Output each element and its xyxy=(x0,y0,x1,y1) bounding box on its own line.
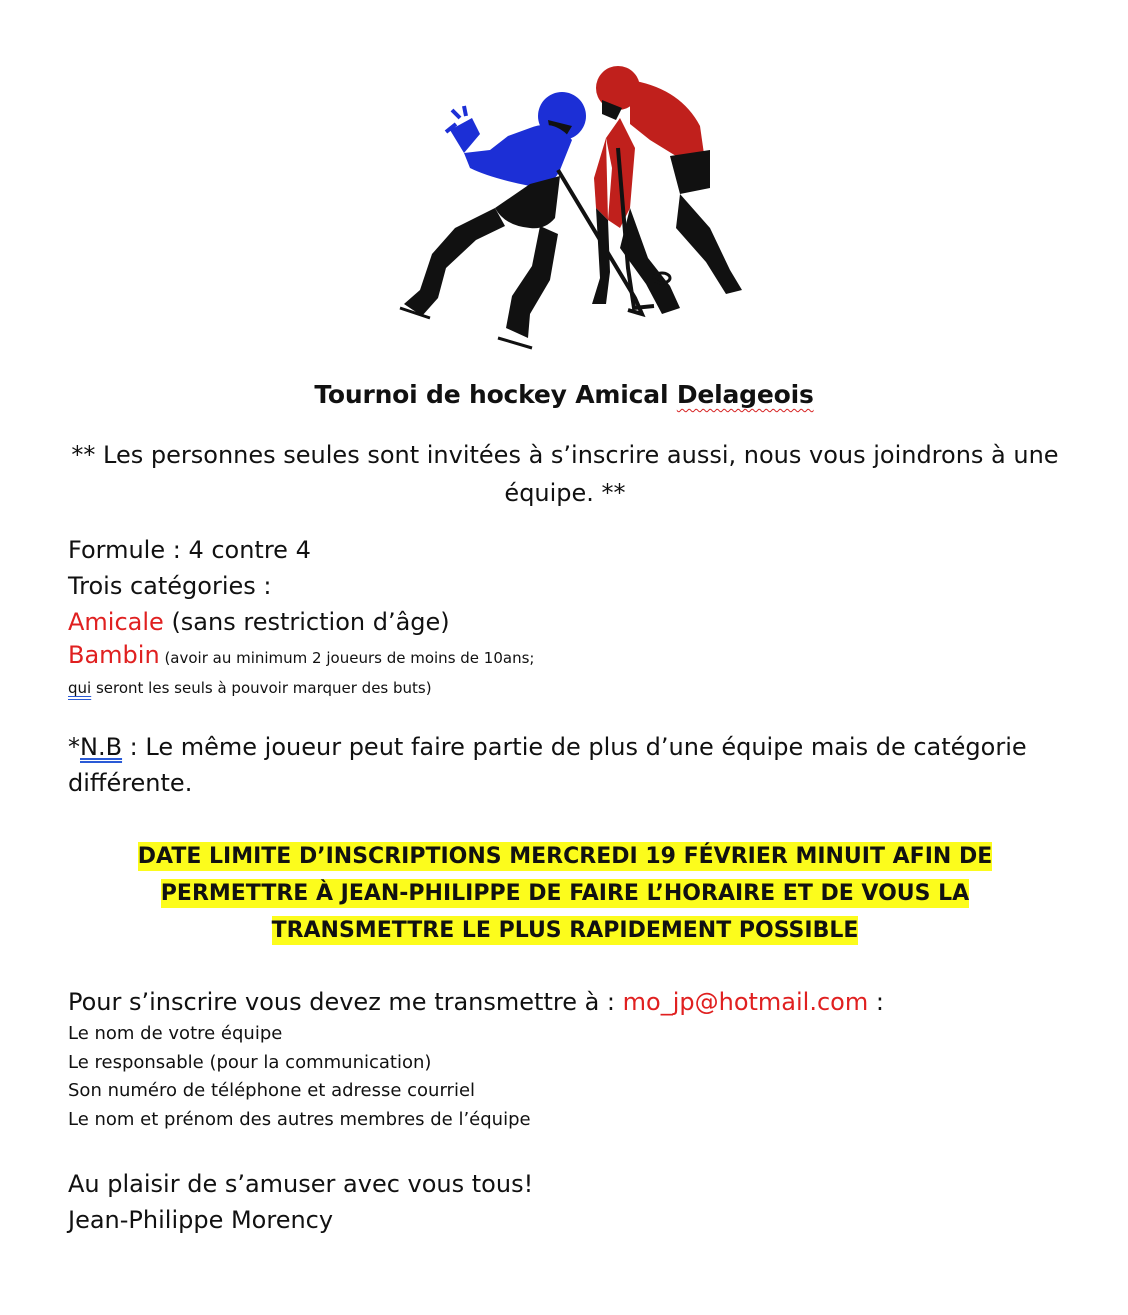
list-item: Le nom de votre équipe xyxy=(68,1023,283,1044)
nb-text: : Le même joueur peut faire partie de plus d’une équipe mais de catégorie différente. xyxy=(68,733,1027,797)
registration-intro-line xyxy=(68,984,884,1020)
bambin-desc-rest: seront les seuls à pouvoir marquer des buts) xyxy=(91,679,432,697)
nb-label: N.B xyxy=(80,733,123,761)
registration-section xyxy=(68,984,884,1134)
deadline-line-3: TRANSMETTRE LE PLUS RAPIDEMENT POSSIBLE xyxy=(271,918,859,943)
amicale-desc: (sans restriction d’âge) xyxy=(163,608,450,636)
title-name: Delageois xyxy=(676,380,814,409)
bambin-name: Bambin xyxy=(68,641,160,669)
contact-email-link[interactable]: mo_jp@hotmail.com xyxy=(622,988,869,1016)
list-item: Le nom et prénom des autres membres de l’équipe xyxy=(68,1108,531,1130)
hockey-players-logo xyxy=(380,58,750,358)
bambin-desc-1: (avoir au minimum 2 joueurs de moins de 10ans; xyxy=(159,649,535,667)
amicale-name: Amicale xyxy=(68,608,164,636)
registration-after: : xyxy=(868,988,884,1016)
bambin-desc-word: qui xyxy=(68,679,92,697)
list-item: Le responsable (pour la communication) xyxy=(68,1051,432,1073)
list-item: Son numéro de téléphone et adresse courriel xyxy=(68,1080,476,1101)
deadline-notice xyxy=(100,838,1030,949)
categories-label: Trois catégories : xyxy=(68,572,272,600)
formule-line: Formule : 4 contre 4 xyxy=(68,536,311,564)
closing-section xyxy=(68,1166,533,1238)
nb-star: * xyxy=(68,733,80,761)
signature: Jean-Philippe Morency xyxy=(68,1206,334,1234)
title-prefix: Tournoi de hockey Amical xyxy=(314,380,677,409)
solo-players-note: ** Les personnes seules sont invitées à s’inscrire aussi, nous vous joindrons à une équipe. ** xyxy=(71,441,1059,507)
format-section xyxy=(68,532,534,703)
nb-note xyxy=(68,729,1058,801)
red-player-icon xyxy=(592,66,742,314)
category-bambin xyxy=(68,640,534,673)
category-amicale xyxy=(68,604,534,640)
deadline-line-1: DATE LIMITE D’INSCRIPTIONS MERCREDI 19 FÉVRIER MINUIT AFIN DE xyxy=(137,844,993,869)
page-title xyxy=(0,380,1128,409)
bambin-desc-line2 xyxy=(68,673,534,703)
registration-intro: Pour s’inscrire vous devez me transmettre à : xyxy=(68,988,623,1016)
deadline-line-2: PERMETTRE À JEAN-PHILIPPE DE FAIRE L’HORAIRE ET DE VOUS LA xyxy=(160,881,970,906)
closing-line: Au plaisir de s’amuser avec vous tous! xyxy=(68,1170,534,1198)
